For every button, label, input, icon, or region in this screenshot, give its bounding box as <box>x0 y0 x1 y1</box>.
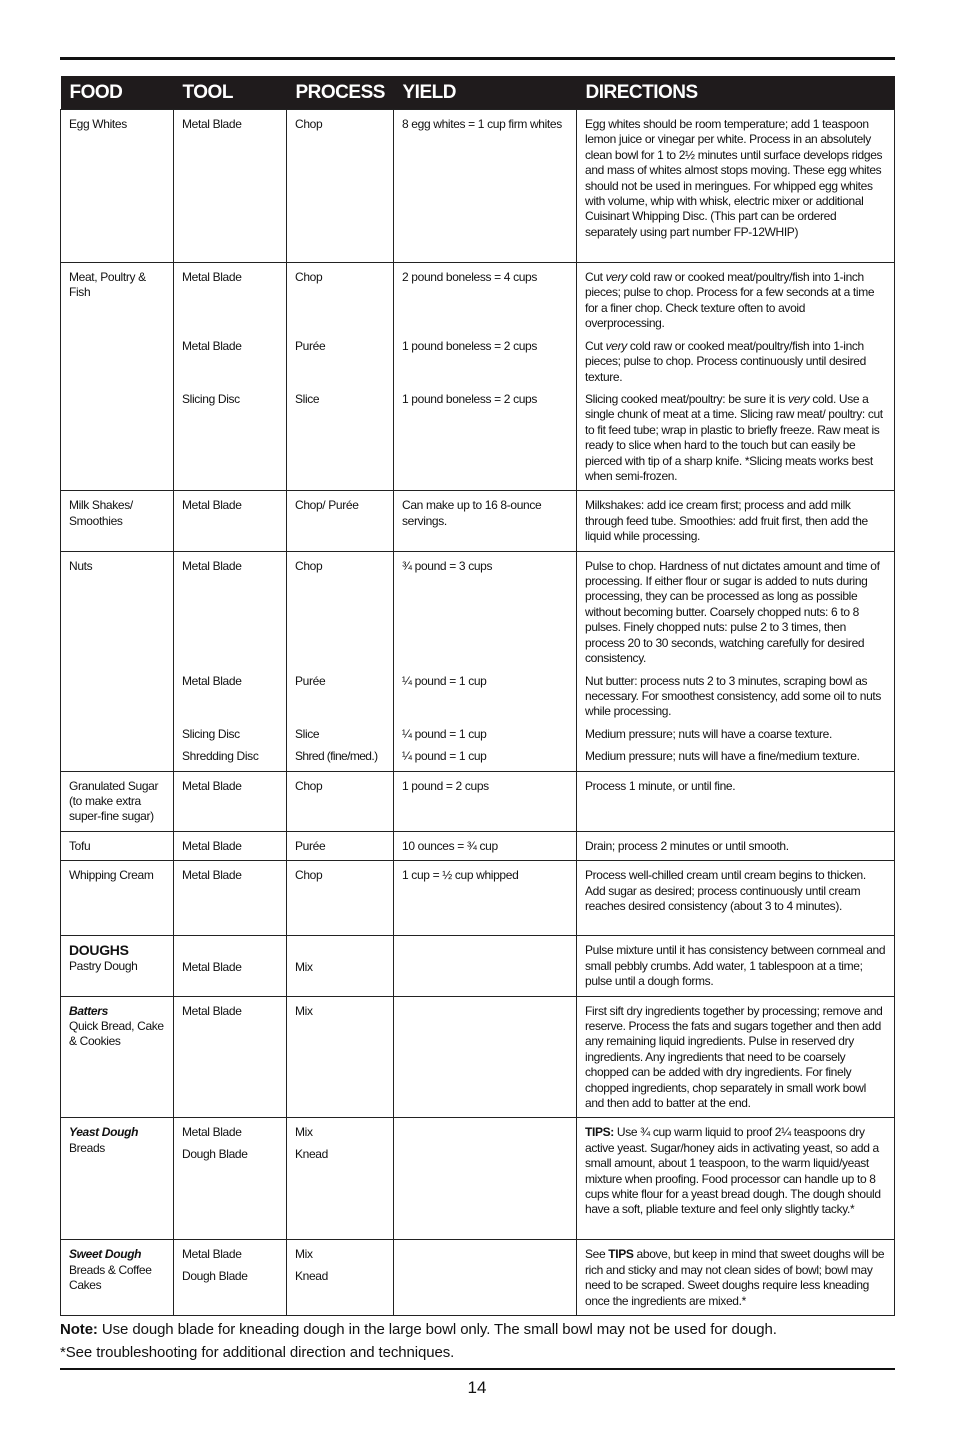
table-row <box>61 996 895 1118</box>
process-cell <box>287 936 394 996</box>
header-process: PROCESS <box>287 76 394 110</box>
yield-cell: 8 egg whites = 1 cup firm whites <box>394 110 577 263</box>
process-cell: Chop <box>287 861 394 936</box>
note-line-2: *See troubleshooting for additional direction and techniques. <box>60 1344 455 1361</box>
food-cell <box>61 1118 174 1240</box>
tool-cell: Metal Blade <box>174 861 287 936</box>
yield-line: 1 pound boneless = 2 cups <box>402 339 538 353</box>
process-line: Knead <box>295 1269 328 1284</box>
food-cell: Egg Whites <box>61 110 174 263</box>
tool-line: Slicing Disc <box>182 726 240 741</box>
table-row <box>61 551 895 771</box>
table-row <box>61 936 895 996</box>
process-line: Mix <box>295 1247 313 1262</box>
food-cell: Whipping Cream <box>61 861 174 936</box>
yield-cell: 1 cup = ½ cup whipped <box>394 861 577 936</box>
yield-cell <box>394 551 577 771</box>
section-heading: Sweet Dough <box>69 1247 142 1262</box>
header-yield: YIELD <box>394 76 577 110</box>
processing-guide-table <box>60 76 895 1316</box>
process-cell: Mix <box>287 996 394 1118</box>
process-cell: Chop <box>287 110 394 263</box>
section-heading: Batters <box>69 1003 108 1018</box>
tips-label: TIPS <box>608 1247 634 1262</box>
food-cell: Nuts <box>61 551 174 771</box>
directions-cell: Drain; process 2 minutes or until smooth. <box>577 831 895 860</box>
directions-cell: First sift dry ingredients together by processing; remove and reserve. Process the fats and sugars together and then add any remaining liquid ingredients. Pulse in reserved dry ingredients. Any ingredients that need to be coarsely chopped can be added with dry ingredients. For finely chopped ingredients, chop separately in small work bowl and then add to batter at the end. <box>577 996 895 1118</box>
food-name: Pastry Dough <box>69 958 138 973</box>
top-rule <box>60 57 895 60</box>
food-cell <box>61 936 174 996</box>
directions-para: Medium pressure; nuts will have a coarse texture. <box>585 726 832 741</box>
process-cell: Purée <box>287 831 394 860</box>
tool-line: Slicing Disc <box>182 392 240 406</box>
directions-cell <box>577 551 895 771</box>
yield-cell <box>394 936 577 996</box>
table-row <box>61 831 895 860</box>
process-line: Slice <box>295 392 320 406</box>
process-line: Purée <box>295 339 326 353</box>
directions-para: Medium pressure; nuts will have a fine/medium texture. <box>585 748 860 763</box>
footnote <box>60 1318 900 1364</box>
process-cell <box>287 551 394 771</box>
process-line: Shred (fine/med.) <box>295 748 378 763</box>
yield-cell <box>394 1118 577 1240</box>
directions-text: above, but keep in mind that sweet doughs will be rich and sticky and may not clean sides of bowl; bowl may need to be scraped. Sweet doughs require less kneading once the ingredients are mixed.* <box>585 1247 885 1308</box>
table-row <box>61 1240 895 1316</box>
food-cell: Meat, Poultry & Fish <box>61 263 174 491</box>
process-line: Chop <box>295 270 323 284</box>
tool-line: Metal Blade <box>182 673 242 688</box>
tool-cell: Metal Blade <box>174 831 287 860</box>
tips-label: TIPS: <box>585 1125 614 1140</box>
food-cell: Milk Shakes/ Smoothies <box>61 491 174 551</box>
process-cell: Chop/ Purée <box>287 491 394 551</box>
tool-cell: Metal Blade <box>174 771 287 831</box>
directions-cell <box>577 1240 895 1316</box>
section-heading: Yeast Dough <box>69 1125 139 1140</box>
yield-cell: 10 ounces = ¾ cup <box>394 831 577 860</box>
tool-cell: Metal Blade <box>174 491 287 551</box>
food-cell <box>61 1240 174 1316</box>
yield-cell: 1 pound = 2 cups <box>394 771 577 831</box>
header-food: FOOD <box>61 76 174 110</box>
directions-para: Nut butter: process nuts 2 to 3 minutes, scraping bowl as necessary. For smoothest consistency, add some oil to nuts while processing. <box>585 673 882 719</box>
directions-cell <box>577 1118 895 1240</box>
tool-cell <box>174 263 287 491</box>
yield-line: ¼ pound = 1 cup <box>402 673 487 688</box>
tool-cell <box>174 1118 287 1240</box>
yield-cell: Can make up to 16 8-ounce servings. <box>394 491 577 551</box>
table-row <box>61 1118 895 1240</box>
page-number: 14 <box>467 1378 487 1397</box>
process-cell <box>287 263 394 491</box>
tool-line: Metal Blade <box>182 339 242 353</box>
directions-cell <box>577 263 895 491</box>
process-cell <box>287 1118 394 1240</box>
table-row <box>61 263 895 491</box>
food-cell: Granulated Sugar (to make extra super-fine sugar) <box>61 771 174 831</box>
tool-cell <box>174 1240 287 1316</box>
directions-text: Use ¾ cup warm liquid to proof 2¼ teaspoons dry active yeast. Sugar/honey aids in activating yeast, so add a small amount, about 1 teaspoon, to the warm liquid/yeast mixture when proofing. Food processor can handle up to 8 cups white flour for a yeast bread dough. The dough should have a soft, pliable texture and feel only slightly tacky.* <box>585 1125 881 1217</box>
tool-cell: Metal Blade <box>174 996 287 1118</box>
yield-line: ¾ pound = 3 cups <box>402 558 493 573</box>
table-row <box>61 491 895 551</box>
directions-para: Cut very cold raw or cooked meat/poultry/fish into 1-inch pieces; pulse to chop. Process continuously until desired texture. <box>585 339 866 384</box>
tool-line: Metal Blade <box>182 1247 242 1262</box>
directions-cell: Process 1 minute, or until fine. <box>577 771 895 831</box>
yield-cell <box>394 996 577 1118</box>
food-name: Breads & Coffee Cakes <box>69 1262 152 1293</box>
table-row <box>61 861 895 936</box>
process-line: Knead <box>295 1147 328 1162</box>
section-heading: DOUGHS <box>69 942 129 959</box>
tool-line: Metal Blade <box>182 960 242 975</box>
yield-line: 1 pound boneless = 2 cups <box>402 392 538 406</box>
header-tool: TOOL <box>174 76 287 110</box>
process-cell: Chop <box>287 771 394 831</box>
food-cell: Tofu <box>61 831 174 860</box>
yield-line: ¼ pound = 1 cup <box>402 726 487 741</box>
directions-cell: Milkshakes: add ice cream first; process and add milk through feed tube. Smoothies: add fruit first, then add the liquid while processing. <box>577 491 895 551</box>
yield-line: 2 pound boneless = 4 cups <box>402 270 538 284</box>
bottom-rule <box>60 1368 895 1370</box>
tool-cell: Metal Blade <box>174 110 287 263</box>
tool-line: Metal Blade <box>182 558 242 573</box>
process-line: Mix <box>295 1125 313 1140</box>
directions-para: Cut very cold raw or cooked meat/poultry/fish into 1-inch pieces; pulse to chop. Process for a few seconds at a time for a finer chop. Check texture often to avoid overprocessing. <box>585 270 875 331</box>
table-header-row <box>61 76 895 110</box>
process-line: Mix <box>295 960 313 975</box>
process-line: Slice <box>295 726 320 741</box>
yield-cell <box>394 263 577 491</box>
note-line <box>60 1318 900 1341</box>
note-text: Use dough blade for kneading dough in the large bowl only. The small bowl may not be used for dough. <box>97 1321 777 1338</box>
header-directions: DIRECTIONS <box>577 76 895 110</box>
process-cell <box>287 1240 394 1316</box>
directions-cell: Egg whites should be room temperature; add 1 teaspoon lemon juice or vinegar per white. Process in an absolutely clean bowl for 1 to 2½ minutes until surface develops ridges and mass of whites almost stops moving. These egg whites should not be used in meringues. For whipped egg whites with volume, whip with whisk, electric mixer or additional Cuisinart Whipping Disc. (This part can be ordered separately using part number FP-12WHIP) <box>577 110 895 263</box>
tool-line: Dough Blade <box>182 1269 248 1284</box>
directions-cell: Process well-chilled cream until cream begins to thicken. Add sugar as desired; process continuously until cream reaches desired consistency (about 3 to 4 minutes). <box>577 861 895 936</box>
tool-line: Metal Blade <box>182 270 242 284</box>
tool-line: Metal Blade <box>182 1125 242 1140</box>
food-name: Breads <box>69 1140 105 1155</box>
directions-cell: Pulse mixture until it has consistency between cornmeal and small pebbly crumbs. Add water, 1 tablespoon at a time; pulse until a dough forms. <box>577 936 895 996</box>
directions-para: Pulse to chop. Hardness of nut dictates amount and time of processing. If either flour or sugar is added to nuts during processing, they can be processed as long as possible without becoming butter. Coarsely chopped nuts: 6 to 8 pulses. Finely chopped nuts: pulse 2 to 3 times, then process 20 to 30 seconds, watching carefully for desired consistency. <box>585 558 880 666</box>
tool-line: Dough Blade <box>182 1147 248 1162</box>
food-name: Quick Bread, Cake & Cookies <box>69 1018 164 1049</box>
table-row <box>61 110 895 263</box>
table-row <box>61 771 895 831</box>
tool-line: Shredding Disc <box>182 748 259 763</box>
note-label: Note: <box>60 1321 98 1338</box>
food-cell <box>61 996 174 1118</box>
process-line: Purée <box>295 673 326 688</box>
process-line: Chop <box>295 558 323 573</box>
tool-cell <box>174 551 287 771</box>
directions-para: Slicing cooked meat/poultry: be sure it is very cold. Use a single chunk of meat at a time. Slicing raw meat/ poultry: cut to fit feed tube; wrap in plastic to briefly freeze. Raw meat is ready to slice when hard to the touch but can easily be pierced with tip of a sharp knife. *Slicing meats works best when semi-frozen. <box>585 392 883 484</box>
yield-cell <box>394 1240 577 1316</box>
yield-line: ¼ pound = 1 cup <box>402 748 487 763</box>
directions-text: See <box>585 1247 609 1262</box>
tool-cell <box>174 936 287 996</box>
